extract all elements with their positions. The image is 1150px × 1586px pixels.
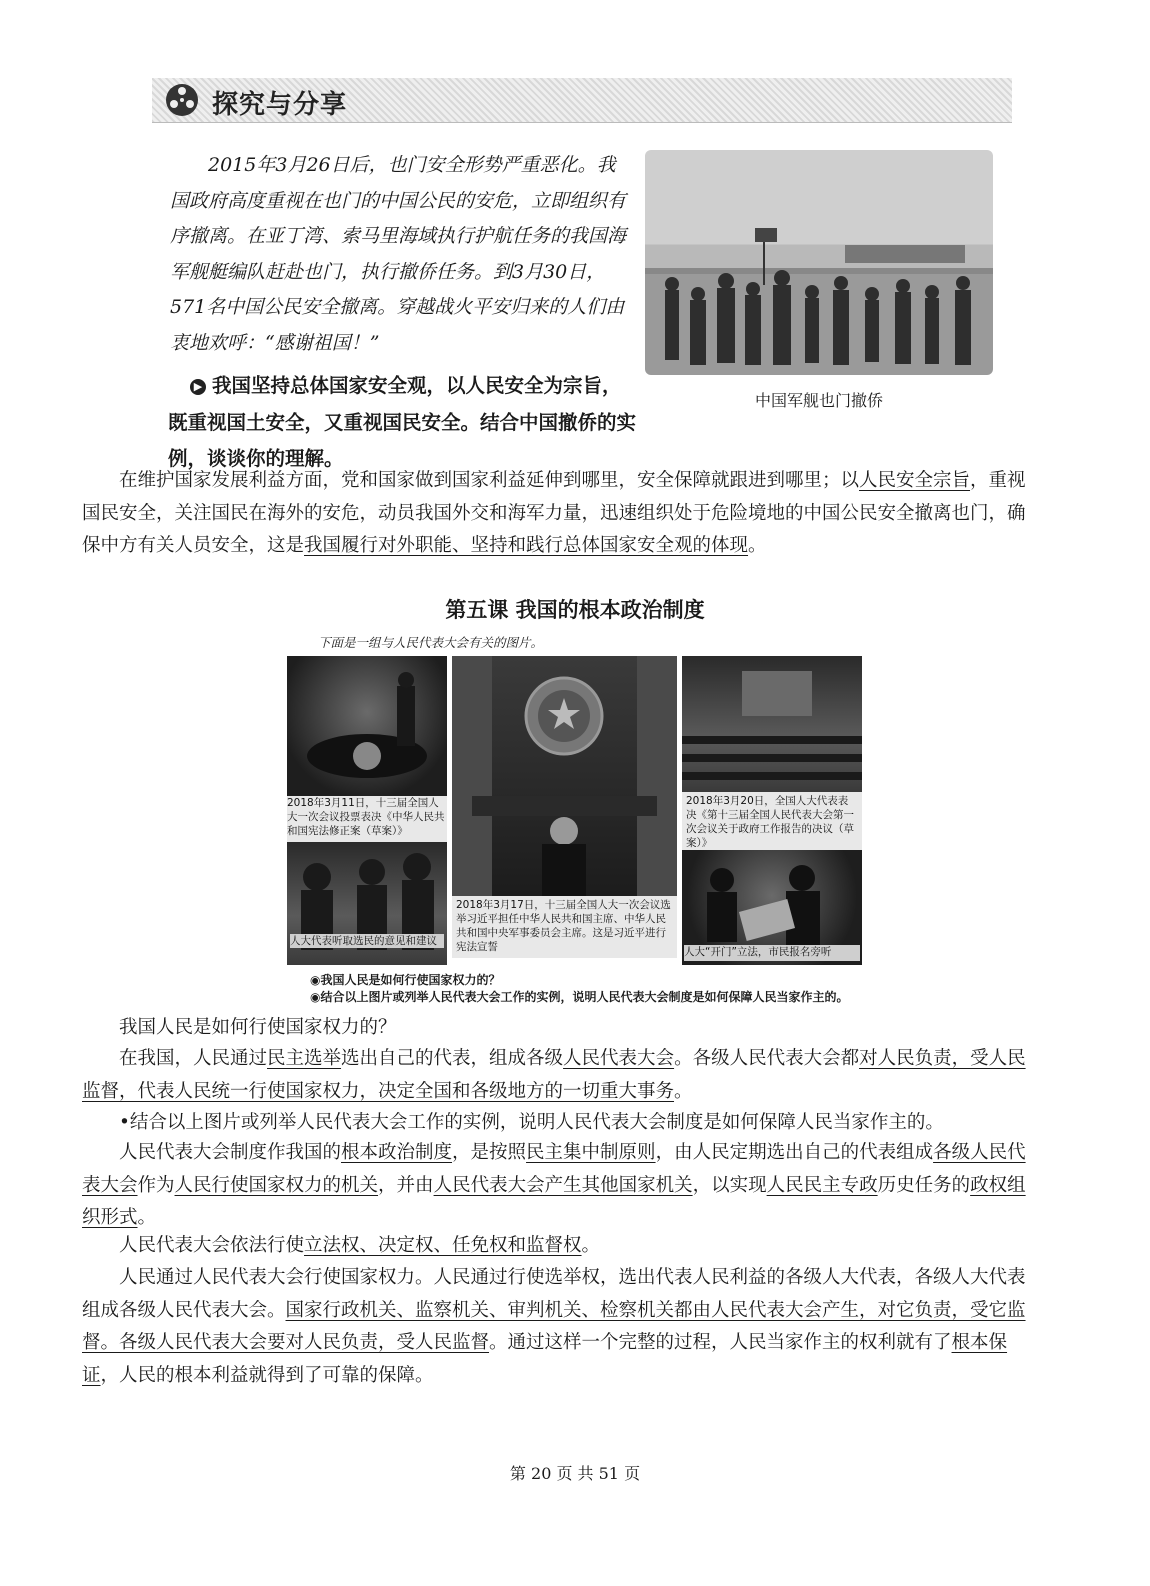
body-question-2: •结合以上图片或列举人民代表大会工作的实例，说明人民代表大会制度是如何保障人民当家作主的。 [119,1112,944,1133]
collage-question-text: 结合以上图片或列举人民代表大会工作的实例，说明人民代表大会制度是如何保障人民当家作主的。 [320,990,849,1004]
section-title: 探究与分享 [212,90,348,120]
body-text: 。 [137,1207,157,1228]
body-text: ，人民的根本利益就得到了可靠的保障。 [100,1364,434,1386]
key-phrase: 立法权、决定权、任免权和监督权 [304,1235,582,1256]
body-question-1: 我国人民是如何行使国家权力的？ [119,1017,397,1038]
body-text: ，是按照 [452,1142,527,1163]
key-phrase: 各级人民代表大会 [82,1142,1026,1196]
page-number: 第 20 页 共 51 页 [509,1464,641,1483]
body-text: ，以实现 [692,1174,767,1196]
collage-question-2 [310,988,849,1005]
collage-question-1 [310,971,501,988]
body-text: 在我国，人民通过 [119,1048,268,1069]
body-text: 人民代表大会依法行使 [119,1235,305,1256]
key-phrase: 根本保证 [82,1332,1008,1386]
key-phrase: 人民行使国家权力的机关 [174,1174,379,1196]
answer-text: 在维护国家发展利益方面，党和国家做到国家利益延伸到哪里，安全保障就跟进到哪里；以 [119,470,860,491]
voting-photo [287,656,447,796]
answer-paragraph [82,465,1034,563]
body-text: 历史任务的 [877,1174,971,1196]
bullet-icon: ◉ [310,990,321,1004]
voting-photo-caption: 2018年3月11日，十三届全国人大一次会议投票表决《中华人民共和国宪法修正案（草案）》 [287,796,447,842]
assembly-hall-photo [682,656,862,792]
answer-key-phrase: 人民安全宗旨 [859,470,971,491]
key-phrase: 民主集中制原则 [526,1142,656,1163]
key-phrase: 国家行政机关、监察机关、审判机关、检察机关都由人民代表大会产生，对它负责，受它监督。各级人民代表大会要对人民负责，受人民监督 [82,1299,1026,1353]
answer-text: ，重视国民安全，关注国民在海外的安危，动员我国外交和海军力量，迅速组织处于危险境地的中国公民安全撤离也门，确保中方有关人员安全，这是 [82,470,1026,556]
body-paragraph [82,1043,1034,1108]
key-phrase: 人民民主专政 [766,1174,878,1196]
discussion-question [168,368,640,478]
assembly-hall-photo-caption: 2018年3月20日，全国人大代表表决《第十三届全国人民代表大会第一次会议关于政府工作报告的决议（草案）》 [682,792,862,850]
photo-caption: 中国军舰也门撤侨 [754,391,883,410]
body-text: 作为 [137,1174,175,1196]
story-paragraph: 2015年3月26日后，也门安全形势严重恶化。我国政府高度重视在也门的中国公民的安危，立即组织有序撤离。在亚丁湾、索马里海域执行护航任务的我国海军舰艇编队赶赴也门，执行撤侨任务。到3月30日，571名中国公民安全撤离。穿越战火平安归来的人们由衷地欢呼：“感谢祖国！” [170,154,627,354]
collage-intro: 下面是一组与人民代表大会有关的图片。 [318,635,544,650]
body-paragraph [82,1230,1034,1263]
body-paragraph [82,1262,1034,1392]
legislation-hearing-caption: 人大“开门”立法，市民报名旁听 [684,945,860,961]
evacuation-photo [645,150,993,375]
lesson-title: 第五课 我国的根本政治制度 [445,597,705,622]
key-phrase: 根本政治制度 [341,1142,453,1163]
body-text: 选出自己的代表，组成各级 [341,1048,564,1069]
answer-key-phrase: 我国履行对外职能、坚持和践行总体国家安全观的体现 [304,535,749,556]
key-phrase: 对人民负责，受人民监督，代表人民统一行使国家权力，决定全国和各级地方的一切重大事务 [82,1048,1026,1102]
oath-photo-caption: 2018年3月17日，十三届全国人大一次会议选举习近平担任中华人民共和国主席、中华人民共和国中央军事委员会主席。这是习近平进行宪法宣誓 [452,896,677,958]
collage-question-text: 我国人民是如何行使国家权力的？ [320,973,501,987]
body-text: 。通过这样一个完整的过程，人民当家作主的权利就有了 [489,1332,952,1353]
key-phrase: 政权组织形式 [82,1174,1026,1228]
bullet-icon: ◉ [310,973,321,987]
key-phrase: 民主选举 [267,1048,342,1069]
body-text: ，由人民定期选出自己的代表组成 [655,1142,934,1163]
answer-text: 。 [748,535,767,556]
key-phrase: 人民代表大会 [563,1048,675,1069]
key-phrase: 人民代表大会产生其他国家机关 [433,1174,693,1196]
arrow-bullet-icon: ▶ [190,379,206,395]
body-text: ，并由 [378,1174,434,1196]
body-text: 人民通过人民代表大会行使国家权力。人民通过行使选举权，选出代表人民利益的各级人大代表，各级人大代表组成各级人民代表大会。 [82,1267,1026,1321]
body-text: 。各级人民代表大会都 [674,1048,860,1069]
body-text: 。 [581,1235,601,1256]
body-paragraph [82,1137,1034,1235]
film-reel-icon [162,80,202,120]
body-text: 。 [674,1080,693,1102]
question-text: 我国坚持总体国家安全观，以人民安全为宗旨，既重视国土安全，又重视国民安全。结合中国撤侨的实例，谈谈你的理解。 [168,374,637,470]
oath-photo [452,656,677,896]
representatives-photo-caption: 人大代表听取选民的意见和建议 [290,934,444,948]
body-text: 人民代表大会制度作我国的 [119,1142,342,1163]
story-text [170,148,632,361]
